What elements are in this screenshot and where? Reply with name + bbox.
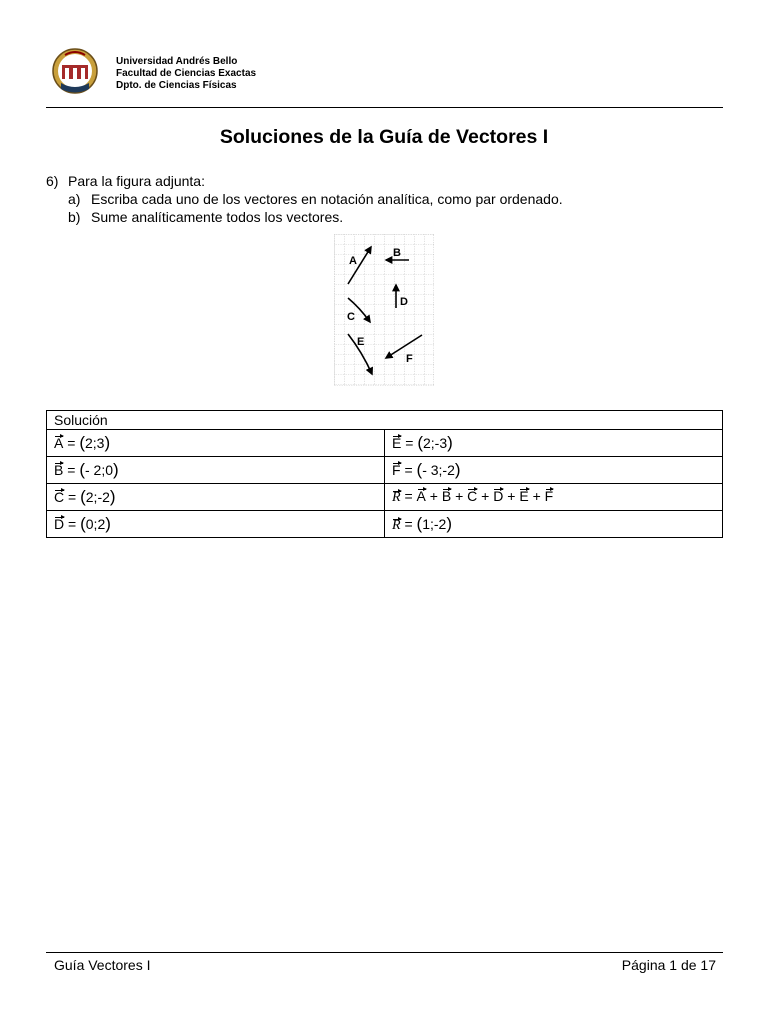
sum-term: D — [493, 488, 504, 504]
vector-value: 2;3 — [84, 435, 105, 451]
vector-symbol: D — [54, 516, 65, 532]
university-seal-logo — [51, 43, 99, 103]
vector-grid-figure — [334, 234, 434, 386]
sum-term: E — [519, 488, 529, 504]
page-footer — [46, 952, 723, 973]
footer-doc-title: Guía Vectores I — [54, 957, 151, 973]
vector-symbol: C — [54, 489, 65, 505]
item-label: a) — [68, 191, 81, 207]
solution-cell-e: E = (2;-3) — [385, 430, 723, 457]
solution-cell-f: F = (- 3;-2) — [385, 457, 723, 484]
vector-value: - 2;0 — [84, 462, 113, 478]
page-header — [46, 40, 723, 108]
institution-department: Dpto. de Ciencias Físicas — [116, 80, 237, 91]
vector-value: - 3;-2 — [422, 462, 455, 478]
solution-cell-d: D = (0;2) — [47, 511, 385, 538]
institution-block — [116, 56, 256, 92]
solution-cell-resultant-sum: R = A + B + C + D + E + F — [385, 484, 723, 511]
item-text: Sume analíticamente todos los vectores. — [91, 209, 344, 225]
vector-value: 0;2 — [85, 516, 106, 532]
footer-page-number: Página 1 de 17 — [621, 957, 716, 973]
vector-symbol: R — [392, 490, 401, 505]
page-title: Soluciones de la Guía de Vectores I — [219, 126, 549, 148]
vector-a-label: A — [349, 255, 357, 267]
problem-item-a — [46, 190, 563, 208]
vector-symbol: F — [392, 462, 401, 478]
vector-symbol: A — [54, 435, 64, 451]
vector-e-label: E — [357, 336, 365, 348]
solution-header: Solución — [47, 411, 723, 430]
vector-value: 1;-2 — [422, 516, 447, 532]
item-label: b) — [68, 209, 81, 225]
vector-symbol: E — [392, 435, 402, 451]
problem-item-b — [46, 208, 563, 226]
vector-f-label: F — [406, 353, 413, 365]
solution-cell-c: C = (2;-2) — [47, 484, 385, 511]
sum-term: F — [544, 488, 554, 504]
sum-term: A — [416, 488, 426, 504]
solution-cell-resultant-value: R = (1;-2) — [385, 511, 723, 538]
vector-symbol: B — [54, 462, 64, 478]
vector-symbol: R — [392, 518, 401, 533]
solution-cell-b: B = (- 2;0) — [47, 457, 385, 484]
vector-c-label: C — [347, 311, 355, 323]
vector-value: 2;-2 — [85, 489, 110, 505]
institution-faculty: Facultad de Ciencias Exactas — [116, 68, 257, 79]
institution-university: Universidad Andrés Bello — [116, 56, 238, 67]
sum-term: B — [441, 488, 452, 504]
problem-number: 6) — [46, 173, 59, 189]
solution-cell-a: A = (2;3) — [47, 430, 385, 457]
vector-value: 2;-3 — [422, 435, 448, 451]
problem-statement — [46, 172, 563, 226]
problem-text: Para la figura adjunta: — [68, 173, 205, 189]
vector-b-label: B — [393, 247, 401, 259]
vector-d-label: D — [400, 296, 408, 308]
solution-table — [46, 410, 723, 538]
item-text: Escriba cada uno de los vectores en notación analítica, como par ordenado. — [91, 191, 563, 207]
sum-term: C — [467, 488, 478, 504]
